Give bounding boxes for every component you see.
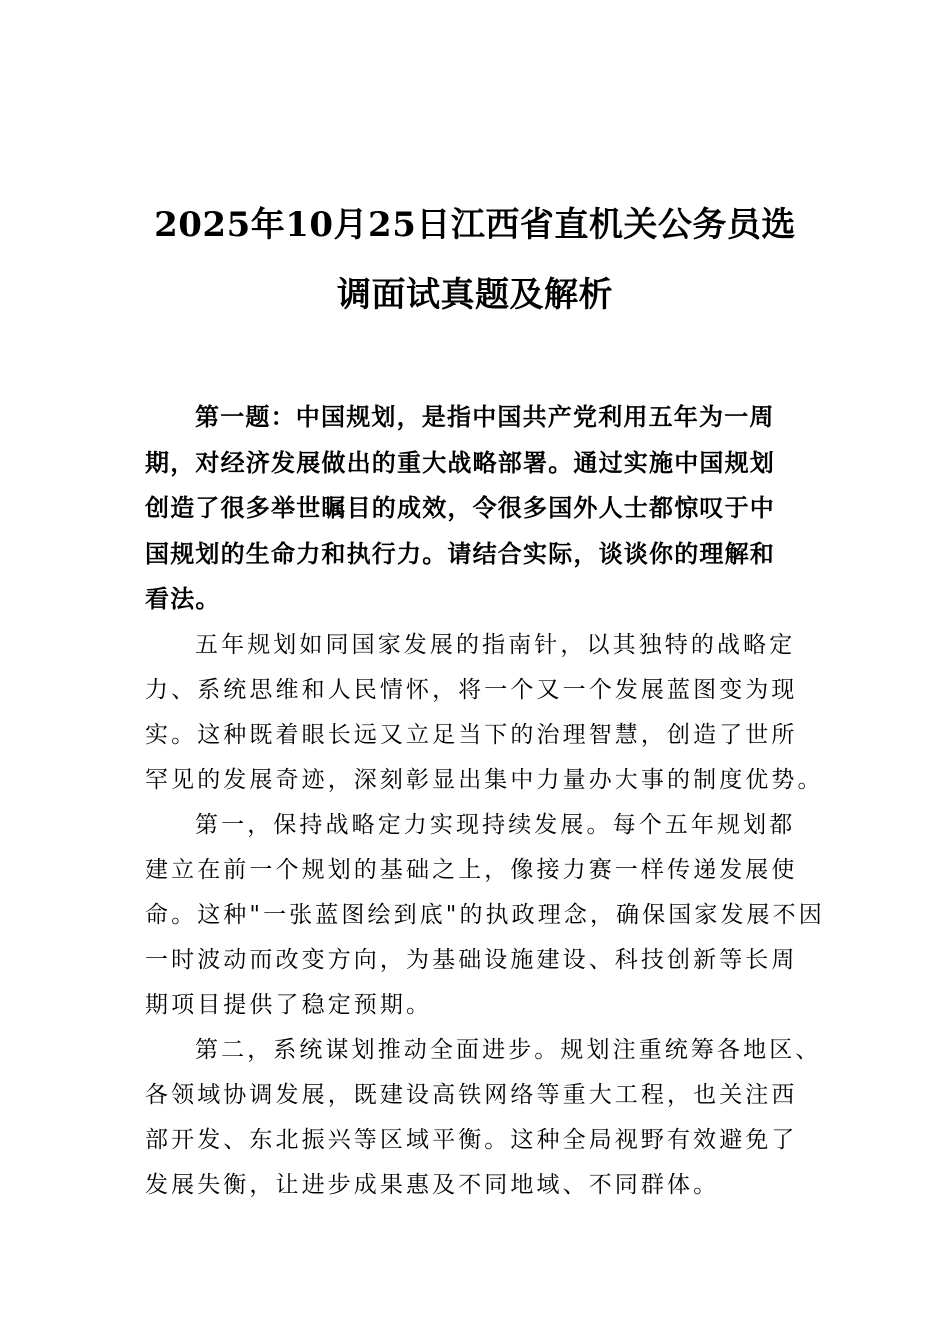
question-line: 看法。 bbox=[145, 585, 221, 613]
paragraph-line: 建立在前一个规划的基础之上，像接力赛一样传递发展使 bbox=[145, 856, 798, 883]
title-line-2: 调面试真题及解析 bbox=[337, 275, 613, 315]
point-two-paragraph bbox=[145, 1028, 822, 1208]
paragraph-line: 命。这种"一张蓝图绘到底"的执政理念，确保国家发展不因 bbox=[145, 901, 825, 928]
paragraph-line: 力、系统思维和人民情怀，将一个又一个发展蓝图变为现 bbox=[145, 676, 798, 703]
paragraph-line: 实。这种既着眼长远又立足当下的治理智慧，创造了世所 bbox=[145, 721, 798, 748]
question-line: 国规划的生命力和执行力。请结合实际，谈谈你的理解和 bbox=[145, 539, 775, 568]
question-paragraph bbox=[145, 395, 807, 623]
paragraph-line: 第一，保持战略定力实现持续发展。每个五年规划都 bbox=[195, 811, 796, 838]
title-line-1: 2025年10月25日江西省直机关公务员选 bbox=[154, 205, 796, 245]
paragraph-line: 五年规划如同国家发展的指南针，以其独特的战略定 bbox=[195, 631, 796, 658]
paragraph-line: 各领域协调发展，既建设高铁网络等重大工程，也关注西 bbox=[145, 1081, 798, 1108]
paragraph-line: 罕见的发展奇迹，深刻彰显出集中力量办大事的制度优势。 bbox=[145, 766, 824, 793]
point-one-paragraph bbox=[145, 803, 825, 1028]
paragraph-line: 第二，系统谋划推动全面进步。规划注重统筹各地区、 bbox=[195, 1036, 822, 1063]
paragraph-line: 发展失衡，让进步成果惠及不同地域、不同群体。 bbox=[145, 1171, 720, 1198]
question-line: 创造了很多举世瞩目的成效，令很多国外人士都惊叹于中 bbox=[145, 494, 775, 522]
paragraph-line: 期项目提供了稳定预期。 bbox=[145, 991, 433, 1018]
question-line: 第一题：中国规划，是指中国共产党利用五年为一周 bbox=[195, 403, 775, 431]
document-body bbox=[145, 395, 825, 1208]
document-title bbox=[145, 190, 805, 330]
intro-paragraph bbox=[145, 623, 824, 803]
paragraph-line: 一时波动而改变方向，为基础设施建设、科技创新等长周 bbox=[145, 946, 798, 973]
paragraph-line: 部开发、东北振兴等区域平衡。这种全局视野有效避免了 bbox=[145, 1126, 798, 1153]
question-line: 期，对经济发展做出的重大战略部署。通过实施中国规划 bbox=[145, 448, 775, 477]
